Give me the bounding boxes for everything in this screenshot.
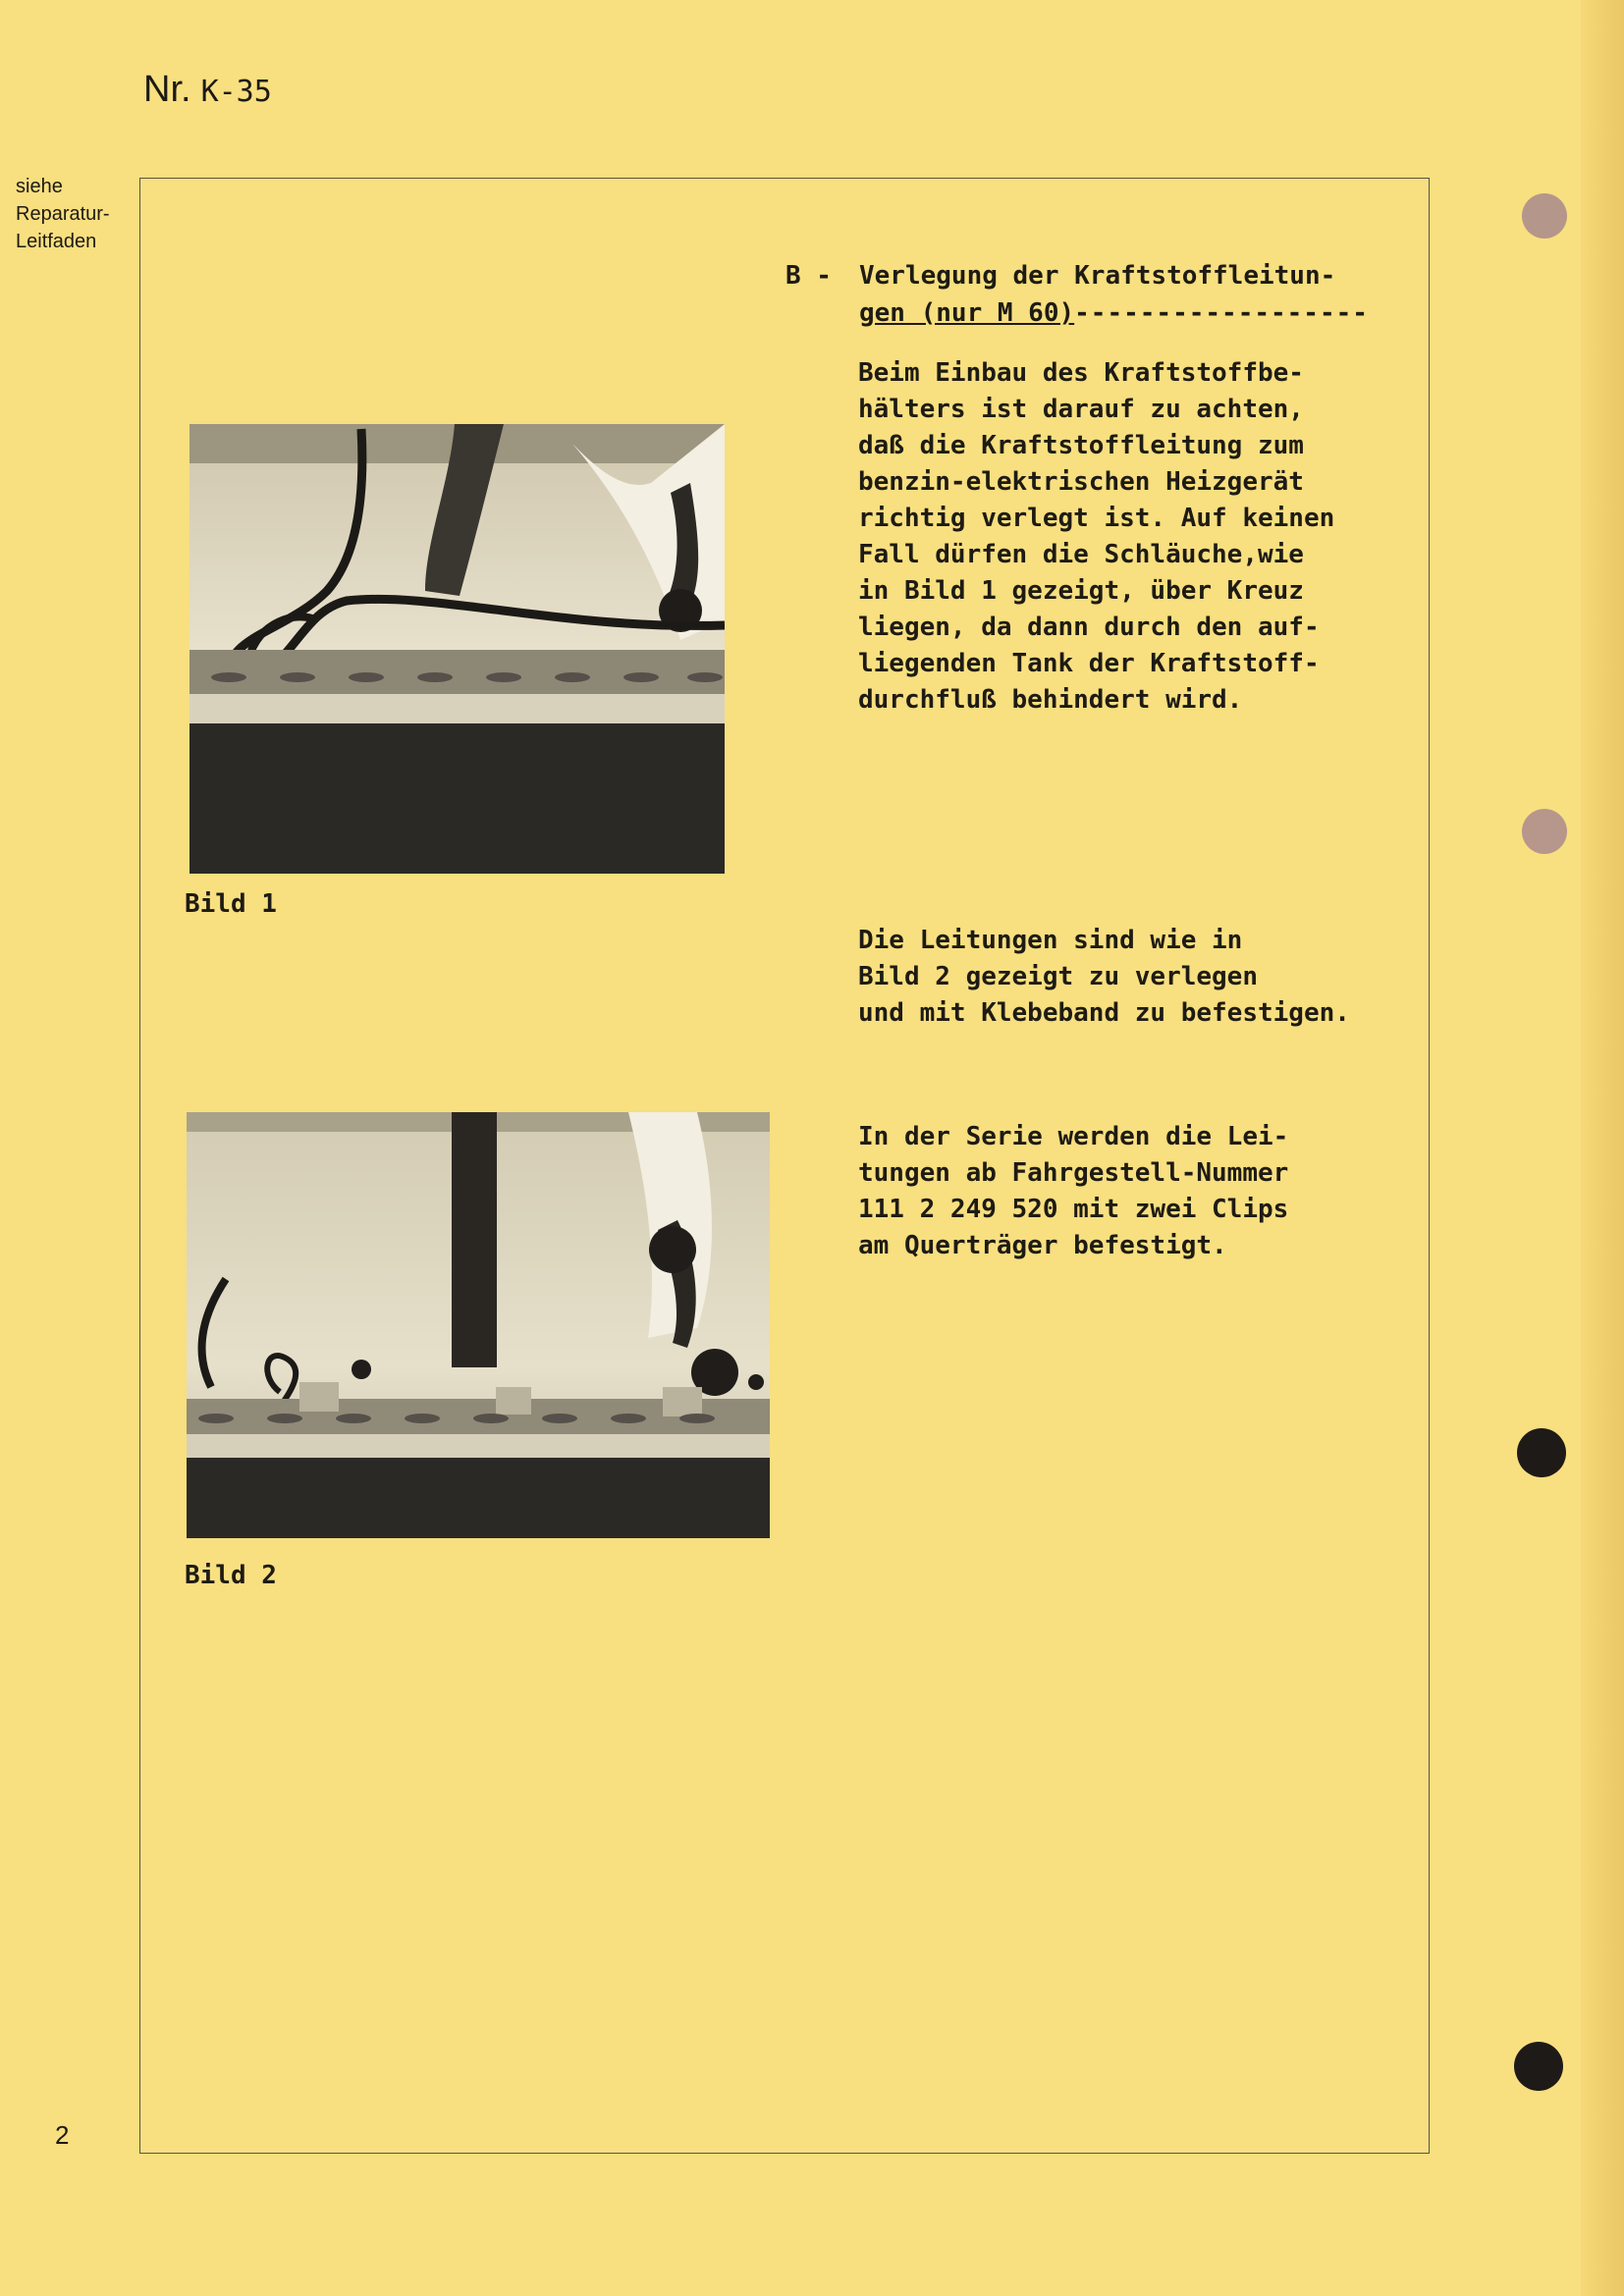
paragraph-line: in Bild 1 gezeigt, über Kreuz	[858, 576, 1304, 606]
document-number-code: K-35	[200, 75, 272, 109]
paragraph-routing-instruction	[858, 923, 1418, 1032]
paragraph-line: 111 2 249 520 mit zwei Clips	[858, 1195, 1289, 1224]
punch-hole	[1522, 193, 1567, 239]
figure-1-caption: Bild 1	[185, 889, 277, 919]
paragraph-line: liegen, da dann durch den auf-	[858, 613, 1320, 642]
paragraph-line: am Querträger befestigt.	[858, 1231, 1227, 1260]
punch-hole	[1517, 1428, 1566, 1477]
paragraph-line: Fall dürfen die Schläuche,wie	[858, 540, 1304, 569]
punch-hole	[1522, 809, 1567, 854]
section-heading	[785, 257, 1414, 332]
margin-note	[16, 173, 134, 255]
figure-1-image	[189, 424, 725, 874]
document-number	[143, 69, 272, 111]
section-title-line1: Verlegung der Kraftstoffleitun-	[859, 261, 1336, 291]
paper-edge	[1581, 0, 1624, 2296]
paragraph-series-note	[858, 1119, 1418, 1264]
paragraph-line: liegenden Tank der Kraftstoff-	[858, 649, 1320, 678]
paragraph-line: Die Leitungen sind wie in	[858, 926, 1243, 955]
figure-2-caption: Bild 2	[185, 1561, 277, 1590]
paragraph-line: und mit Klebeband zu befestigen.	[858, 998, 1350, 1028]
paragraph-line: durchfluß behindert wird.	[858, 685, 1243, 715]
punch-hole	[1514, 2042, 1563, 2091]
paragraph-line: tungen ab Fahrgestell-Nummer	[858, 1158, 1289, 1188]
paragraph-line: benzin-elektrischen Heizgerät	[858, 467, 1304, 497]
paragraph-line: daß die Kraftstoffleitung zum	[858, 431, 1304, 460]
paragraph-line: Bild 2 gezeigt zu verlegen	[858, 962, 1258, 991]
section-title-dashes: ------------------	[1074, 298, 1369, 328]
paragraph-line: Beim Einbau des Kraftstoffbe-	[858, 358, 1304, 388]
section-title-line2: gen (nur M 60)	[859, 298, 1075, 328]
margin-note-line: siehe	[16, 176, 63, 197]
figure-2-photo	[187, 1112, 770, 1538]
margin-note-line: Leitfaden	[16, 231, 97, 252]
paragraph-line: In der Serie werden die Lei-	[858, 1122, 1289, 1151]
figure-1-photo	[189, 424, 725, 874]
paragraph-line: hälters ist darauf zu achten,	[858, 395, 1304, 424]
paragraph-installation-note	[858, 355, 1418, 719]
margin-note-line: Reparatur-	[16, 203, 110, 225]
section-prefix: B -	[785, 261, 832, 291]
page-number: 2	[55, 2120, 70, 2150]
figure-2-image	[187, 1112, 770, 1538]
paragraph-line: richtig verlegt ist. Auf keinen	[858, 504, 1335, 533]
document-number-label: Nr.	[143, 69, 191, 110]
